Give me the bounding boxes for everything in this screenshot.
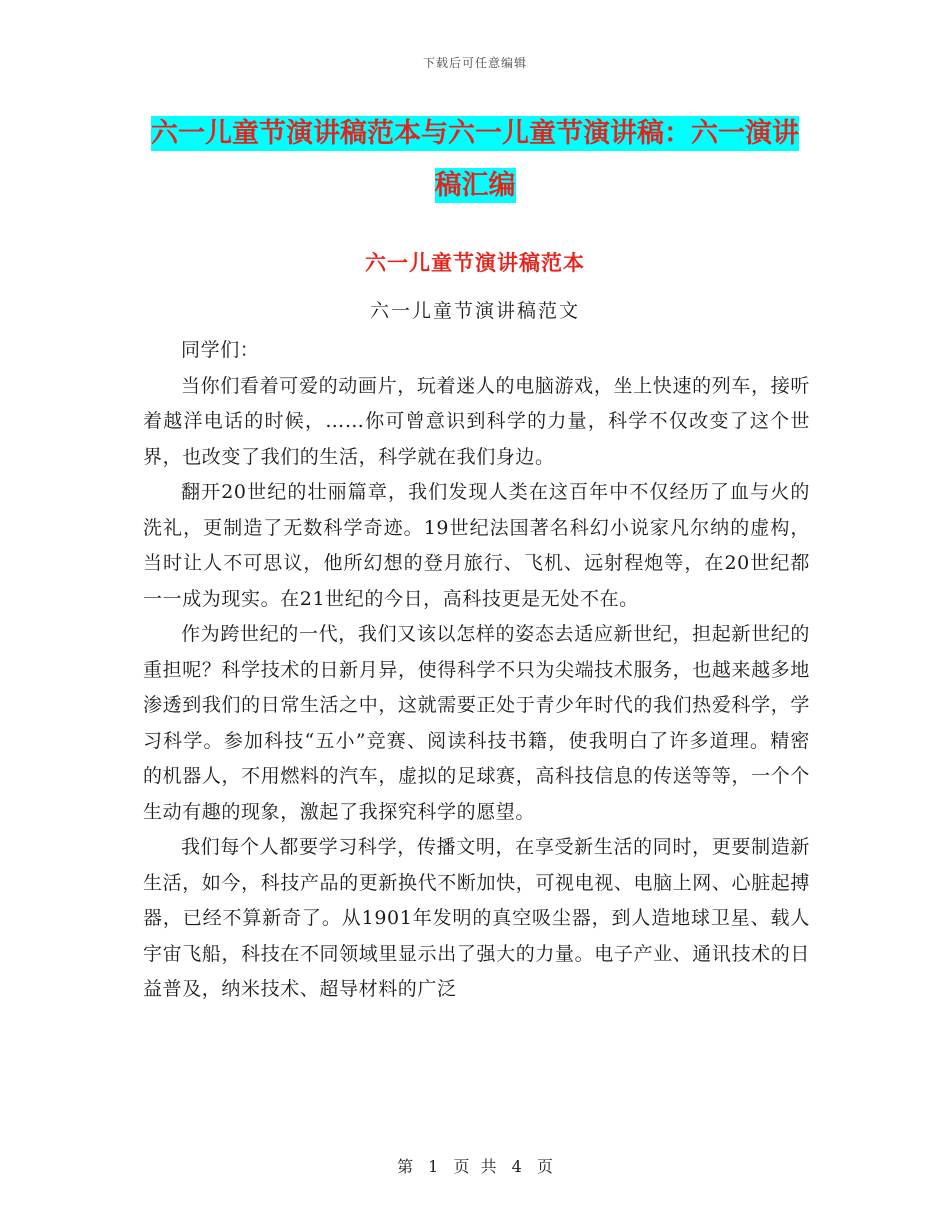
paragraph: 作为跨世纪的一代，我们又该以怎样的姿态去适应新世纪，担起新世纪的重担呢？科学技术的日新月异，使得科学不只为尖端技术服务，也越来越多地渗透到我们的日常生活之中，这就需要正处于青少年时代的我们热爱科学，学习科学。参加科技“五小”竞赛、阅读科技书籍，使我明白了许多道理。精密的机器人，不用燃料的汽车，虚拟的足球赛，高科技信息的传送等等，一个个生动有趣的现象，激起了我探究科学的愿望。 xyxy=(143,623,810,823)
paragraph: 我们每个人都要学习科学，传播文明，在享受新生活的同时，更要制造新生活，如今，科技产品的更新换代不断加快，可视电视、电脑上网、心脏起搏器，已经不算新奇了。从1901年发明的真空吸尘器，到人造地球卫星、载人宇宙飞船，科技在不同领域里显示出了强大的力量。电子产业、通讯技术的日益普及，纳米技术、超导材料的广泛 xyxy=(143,836,810,1000)
document-title xyxy=(140,108,810,212)
page-footer xyxy=(0,1154,950,1177)
footer-suffix: 页 xyxy=(536,1157,553,1176)
body-text xyxy=(143,333,810,1008)
document-title-text: 六一儿童节演讲稿范本与六一儿童节演讲稿：六一演讲稿汇编 xyxy=(151,118,799,201)
footer-page-number: 1 xyxy=(428,1157,439,1176)
paragraph: 翻开20世纪的壮丽篇章，我们发现人类在这百年中不仅经历了血与火的洗礼，更制造了无数科学奇迹。19世纪法国著名科幻小说家凡尔纳的虚构，当时让人不可思议，他所幻想的登月旅行、飞机、远射程炮等，在20世纪都一一成为现实。在21世纪的今日，高科技更是无处不在。 xyxy=(143,481,810,610)
sub-heading: 六一儿童节演讲稿范文 xyxy=(369,300,580,322)
footer-mid: 页 共 xyxy=(453,1157,497,1176)
footer-total-pages: 4 xyxy=(511,1157,522,1176)
header-note: 下载后可任意编辑 xyxy=(422,56,527,70)
paragraph: 当你们看着可爱的动画片，玩着迷人的电脑游戏，坐上快速的列车，接听着越洋电话的时候，……你可曾意识到科学的力量，科学不仅改变了这个世界，也改变了我们的生活，科学就在我们身边。 xyxy=(143,374,810,468)
section-heading: 六一儿童节演讲稿范本 xyxy=(365,250,585,275)
paragraph-salutation: 同学们： xyxy=(181,339,260,361)
footer-prefix: 第 xyxy=(397,1157,414,1176)
